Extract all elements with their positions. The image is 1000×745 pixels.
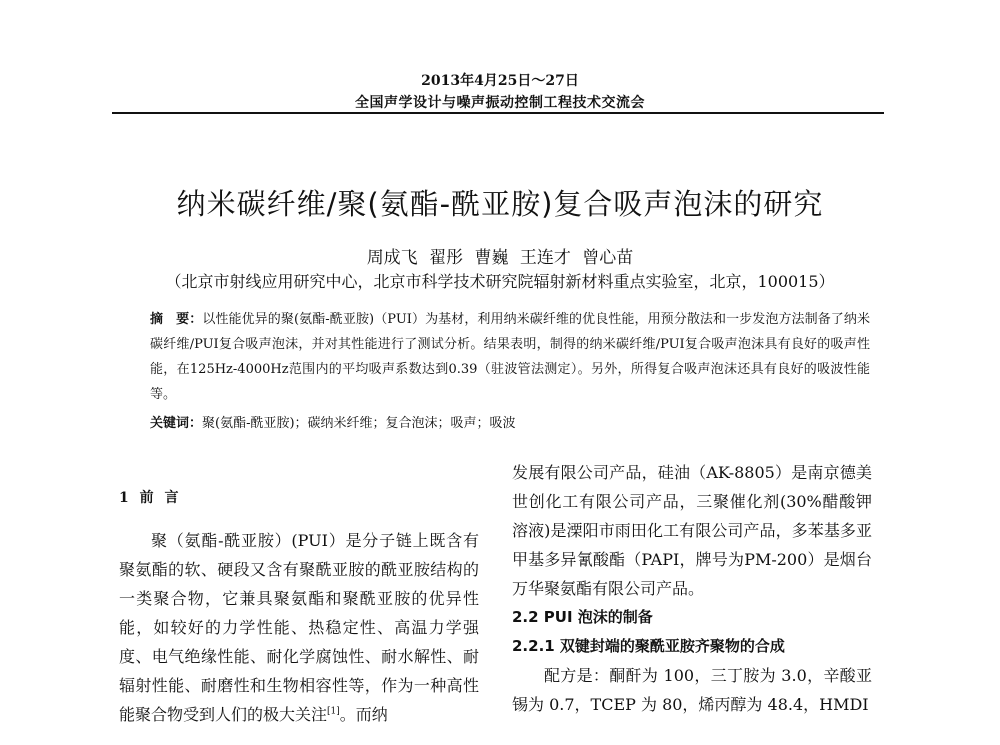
section-2-2-1-heading: 2.2.1 双键封端的聚酰亚胺齐聚物的合成 [512, 637, 785, 655]
keywords-label: 关键词： [150, 416, 203, 431]
keywords-text: 聚(氨酯-酰亚胺)；碳纳米纤维；复合泡沫；吸声；吸波 [202, 416, 516, 431]
conference-name: 全国声学设计与噪声振动控制工程技术交流会 [355, 95, 645, 111]
affiliation: （北京市射线应用研究中心，北京市科学技术研究院辐射新材料重点实验室，北京，100015） [165, 272, 835, 291]
left-column [119, 526, 479, 729]
materials-paragraph: 发展有限公司产品，硅油（AK-8805）是南京德美世创化工有限公司产品，三聚催化剂(30%醋酸钾溶液)是溧阳市雨田化工有限公司产品，多苯基多亚甲基多异氰酸酯（PAPI，牌号为PM-200）是烟台万华聚氨酯有限公司产品。 [512, 463, 872, 598]
abstract-text: 以性能优异的聚(氨酯-酰亚胺)（PUI）为基材，利用纳米碳纤维的优良性能，用预分散法和一步发泡方法制备了纳米碳纤维/PUI复合吸声泡沫，并对其性能进行了测试分析。结果表明，制得的纳米碳纤维/PUI复合吸声泡沫具有良好的吸声性能，在125Hz-4000Hz范围内的平均吸声系数达到0.39（驻波管法测定）。另外，所得复合吸声泡沫还具有良好的吸波性能等。 [150, 312, 870, 402]
abstract [150, 307, 870, 407]
citation-ref: [1] [327, 706, 340, 717]
formula-paragraph: 配方是：酮酐为 100，三丁胺为 3.0，辛酸亚锡为 0.7，TCEP 为 80，烯丙醇为 48.4，HMDI [512, 666, 872, 714]
intro-text: 聚（氨酯-酰亚胺）(PUI）是分子链上既含有聚氨酯的软、硬段又含有聚酰亚胺的酰亚胺结构的一类聚合物，它兼具聚氨酯和聚酰亚胺的优异性能，如较好的力学性能、热稳定性、高温力学强度、电气绝缘性能、耐化学腐蚀性、耐水解性、耐辐射性能、耐磨性和生物相容性等，作为一种高性能聚合物受到人们的极大关注 [119, 531, 479, 724]
intro-text-tail: 。而纳 [339, 705, 388, 724]
section-2-2-heading: 2.2 PUI 泡沫的制备 [512, 608, 653, 626]
intro-paragraph [119, 526, 479, 729]
conference-date: 2013年4月25日～27日 [421, 73, 579, 89]
header-rule [112, 112, 884, 114]
keywords [150, 412, 870, 431]
section-1-heading: 1 前 言 [119, 490, 182, 506]
authors: 周成飞 翟彤 曹巍 王连才 曾心苗 [366, 248, 634, 268]
abstract-label: 摘 要： [150, 312, 203, 327]
right-column [512, 458, 872, 719]
paper-title: 纳米碳纤维/聚(氨酯-酰亚胺)复合吸声泡沫的研究 [176, 187, 824, 221]
